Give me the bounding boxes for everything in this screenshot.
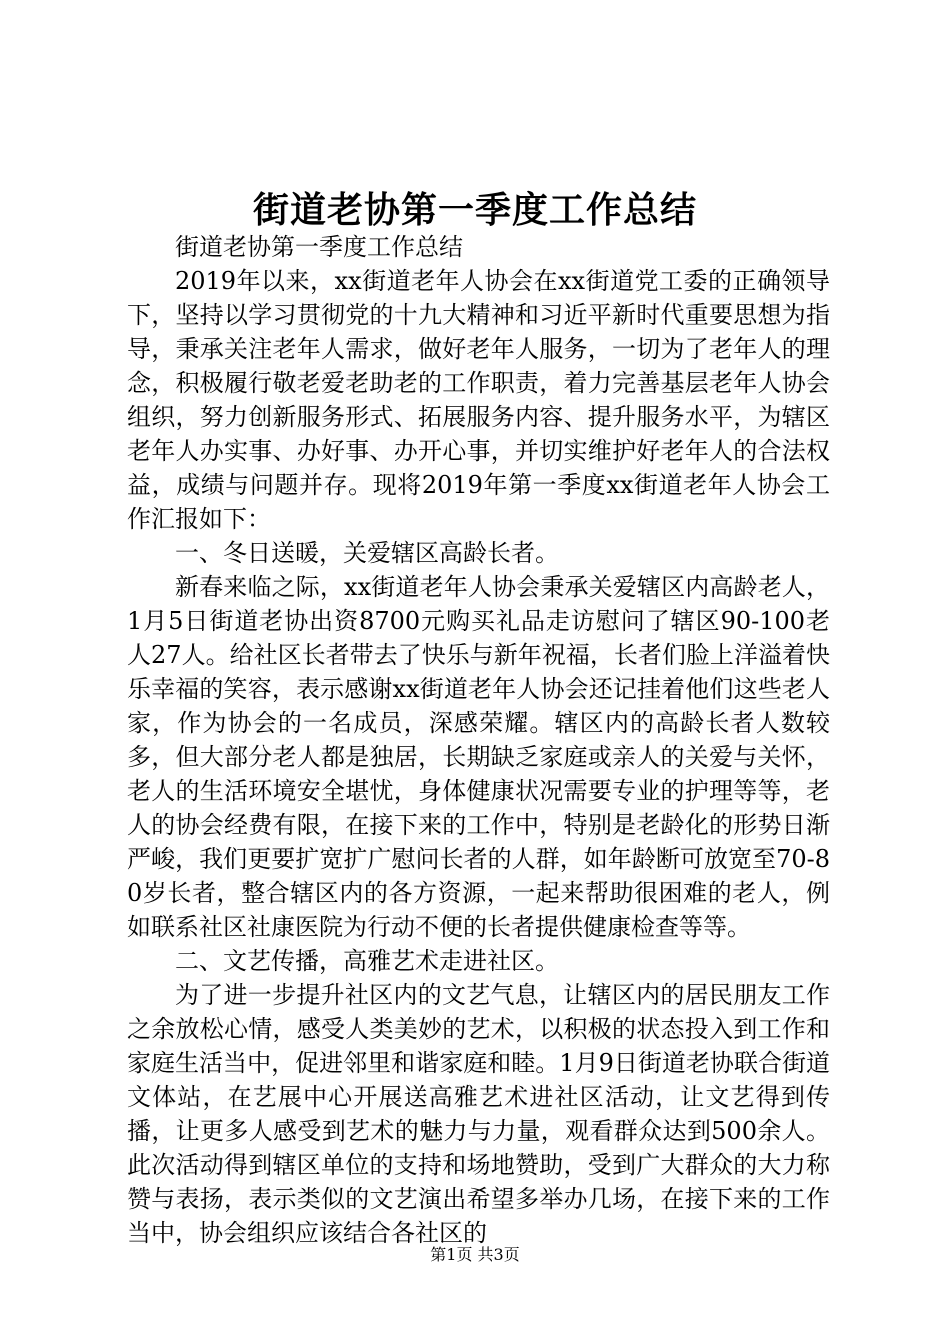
- section-paragraph-1: 新春来临之际，xx街道老年人协会秉承关爱辖区内高龄老人，1月5日街道老协出资8700元购买礼品走访慰问了辖区90-100老人27人。给社区长者带去了快乐与新年祝福，长者们脸上洋溢着快乐幸福的笑容，表示感谢xx街道老年人协会还记挂着他们这些老人家，作为协会的一名成员，深感荣耀。辖区内的高龄长者人数较多，但大部分老人都是独居，长期缺乏家庭或亲人的关爱与关怀，老人的生活环境安全堪忧，身体健康状况需要专业的护理等等，老人的协会经费有限，在接下来的工作中，特别是老龄化的形势日渐严峻，我们更要扩宽扩广慰问长者的人群，如年龄断可放宽至70-80岁长者，整合辖区内的各方资源，一起来帮助很困难的老人，例如联系社区社康医院为行动不便的长者提供健康检查等等。: [127, 573, 830, 941]
- section-paragraph-2: 为了进一步提升社区内的文艺气息，让辖区内的居民朋友工作之余放松心情，感受人类美妙的艺术，以积极的状态投入到工作和家庭生活当中，促进邻里和谐家庭和睦。1月9日街道老协联合街道文体站，在艺展中心开展送高雅艺术进社区活动，让文艺得到传播，让更多人感受到艺术的魅力与力量，观看群众达到500余人。此次活动得到辖区单位的支持和场地赞助，受到广大群众的大力称赞与表扬，表示类似的文艺演出希望多举办几场，在接下来的工作当中，协会组织应该结合各社区的: [127, 981, 830, 1247]
- section-heading-1: 一、冬日送暖，关爱辖区高龄长者。: [175, 539, 559, 567]
- document-title: 街道老协第一季度工作总结: [252, 189, 697, 231]
- document-body: [127, 230, 830, 1250]
- subtitle-paragraph: 街道老协第一季度工作总结: [175, 233, 463, 261]
- section-heading-2: 二、文艺传播，高雅艺术走进社区。: [175, 947, 559, 975]
- page-number-footer: 第1页 共3页: [430, 1245, 520, 1264]
- intro-paragraph: 2019年以来，xx街道老年人协会在xx街道党工委的正确领导下，坚持以学习贯彻党的十九大精神和习近平新时代重要思想为指导，秉承关注老年人需求，做好老年人服务，一切为了老年人的理念，积极履行敬老爱老助老的工作职责，着力完善基层老年人协会组织，努力创新服务形式、拓展服务内容、提升服务水平，为辖区老年人办实事、办好事、办开心事，并切实维护好老年人的合法权益，成绩与问题并存。现将2019年第一季度xx街道老年人协会工作汇报如下：: [127, 267, 830, 533]
